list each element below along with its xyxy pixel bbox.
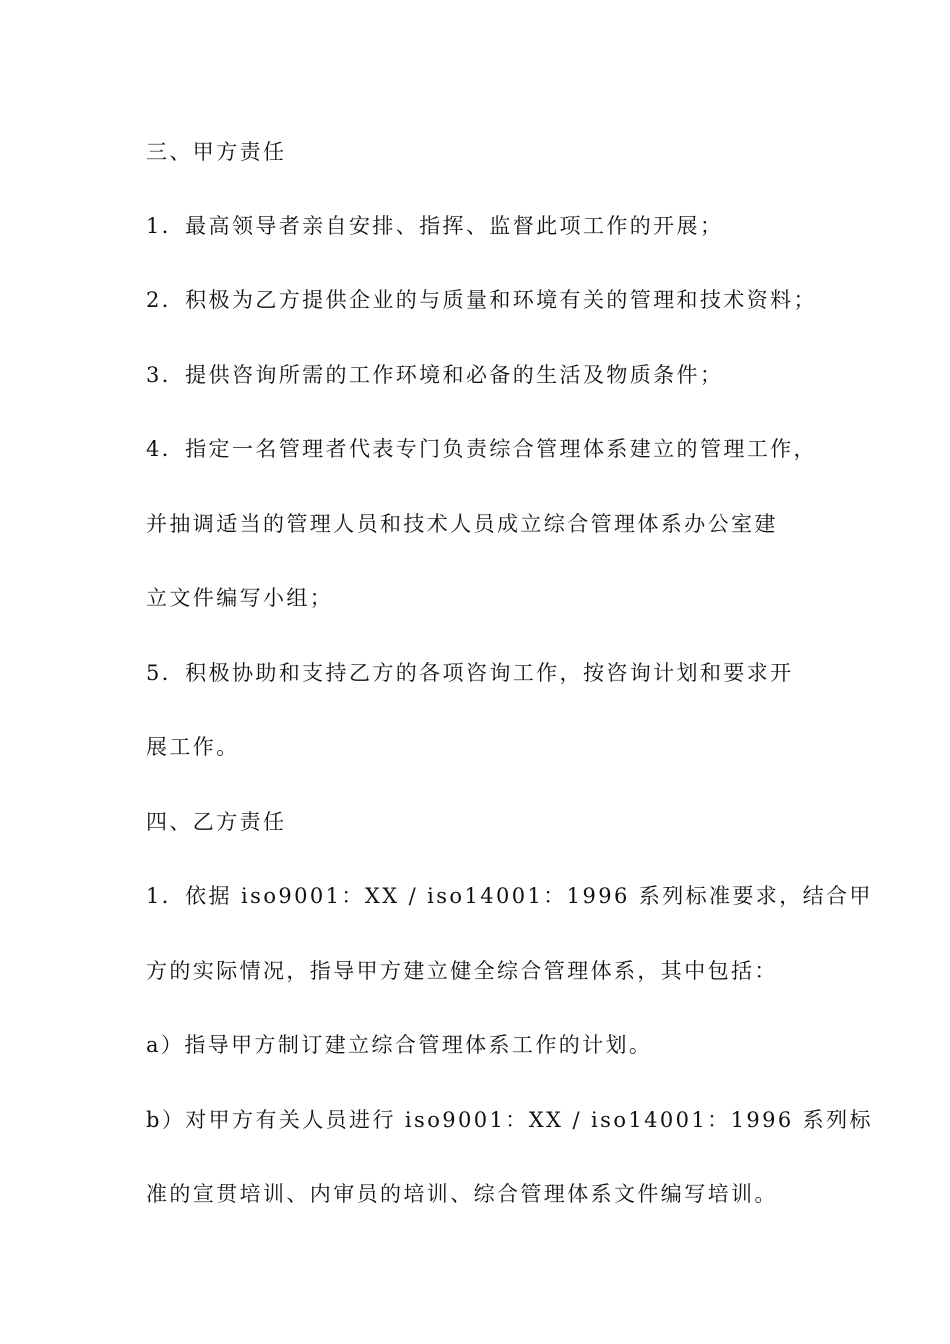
party-a-item-4-line-3: 立文件编写小组；	[146, 586, 334, 610]
section-heading-party-b: 四、乙方责任	[146, 810, 287, 834]
party-a-item-2: 2．积极为乙方提供企业的与质量和环境有关的管理和技术资料；	[146, 288, 817, 312]
party-a-item-1: 1．最高领导者亲自安排、指挥、监督此项工作的开展；	[146, 214, 724, 238]
party-a-item-5-line-2: 展工作。	[146, 735, 240, 759]
party-a-item-3: 3．提供咨询所需的工作环境和必备的生活及物质条件；	[146, 363, 724, 387]
party-a-item-4-line-1: 4．指定一名管理者代表专门负责综合管理体系建立的管理工作，	[146, 437, 817, 461]
party-a-item-4-line-2: 并抽调适当的管理人员和技术人员成立综合管理体系办公室建	[146, 512, 778, 536]
section-heading-party-a: 三、甲方责任	[146, 140, 287, 164]
party-b-item-1-line-1: 1．依据 iso9001：XX / iso14001：1996 系列标准要求，结合甲	[146, 884, 873, 908]
party-b-item-b-line-1: b）对甲方有关人员进行 iso9001：XX / iso14001：1996 系列标	[146, 1108, 873, 1132]
party-b-item-1-line-2: 方的实际情况，指导甲方建立健全综合管理体系，其中包括：	[146, 959, 778, 983]
party-b-item-b-line-2: 准的宣贯培训、内审员的培训、综合管理体系文件编写培训。	[146, 1182, 778, 1206]
party-b-item-a: a）指导甲方制订建立综合管理体系工作的计划。	[146, 1033, 653, 1057]
party-a-item-5-line-1: 5．积极协助和支持乙方的各项咨询工作，按咨询计划和要求开	[146, 661, 794, 685]
